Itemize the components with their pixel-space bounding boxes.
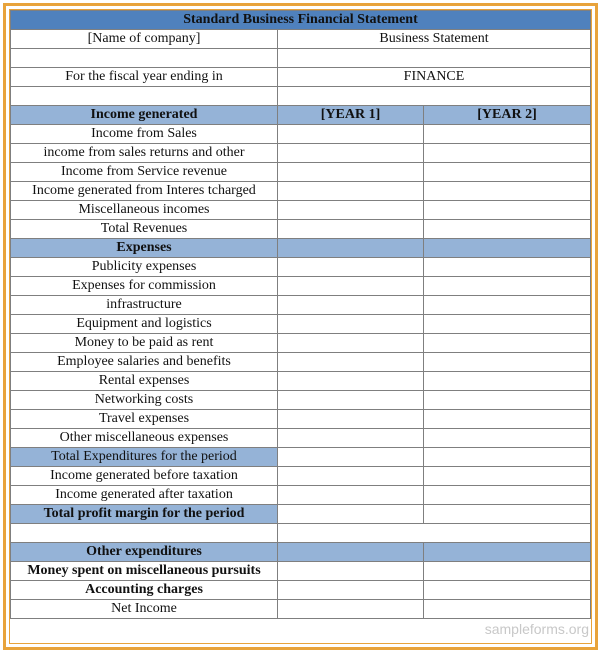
empty-cell[interactable]	[11, 87, 278, 106]
year2-value-cell[interactable]	[424, 201, 591, 220]
year2-value-cell[interactable]	[424, 467, 591, 486]
watermark: sampleforms.org	[484, 621, 589, 637]
header-blank-cell	[278, 239, 424, 258]
year2-header: [YEAR 2]	[424, 106, 591, 125]
income-generated-header: Income generated	[11, 106, 278, 125]
year1-header: [YEAR 1]	[278, 106, 424, 125]
other-expenditures-header: Other expenditures	[11, 543, 278, 562]
year2-value-cell[interactable]	[424, 315, 591, 334]
fiscal-year-label: For the fiscal year ending in	[11, 68, 278, 87]
year1-value-cell[interactable]	[278, 410, 424, 429]
year1-value-cell[interactable]	[278, 258, 424, 277]
year2-value-cell[interactable]	[424, 410, 591, 429]
expense-row-label: Travel expenses	[11, 410, 278, 429]
year1-value-cell[interactable]	[278, 201, 424, 220]
year2-value-cell[interactable]	[424, 220, 591, 239]
year2-value-cell[interactable]	[424, 600, 591, 619]
income-row-label: Miscellaneous incomes	[11, 201, 278, 220]
expense-row-label: Networking costs	[11, 391, 278, 410]
header-blank-cell	[278, 543, 424, 562]
year1-value-cell[interactable]	[278, 144, 424, 163]
empty-cell[interactable]	[11, 524, 278, 543]
year1-value-cell[interactable]	[278, 505, 424, 524]
expense-row-label: Money to be paid as rent	[11, 334, 278, 353]
year1-value-cell[interactable]	[278, 600, 424, 619]
year2-value-cell[interactable]	[424, 372, 591, 391]
year1-value-cell[interactable]	[278, 277, 424, 296]
year2-value-cell[interactable]	[424, 505, 591, 524]
profit-margin-label: Total profit margin for the period	[11, 505, 278, 524]
year2-value-cell[interactable]	[424, 448, 591, 467]
total-revenues-label: Total Revenues	[11, 220, 278, 239]
year1-value-cell[interactable]	[278, 562, 424, 581]
year1-value-cell[interactable]	[278, 163, 424, 182]
year2-value-cell[interactable]	[424, 258, 591, 277]
year2-value-cell[interactable]	[424, 334, 591, 353]
business-statement-cell: Business Statement	[278, 30, 591, 49]
expense-row-label: Expenses for commission	[11, 277, 278, 296]
before-tax-label: Income generated before taxation	[11, 467, 278, 486]
financial-statement-table	[10, 10, 591, 619]
year2-value-cell[interactable]	[424, 429, 591, 448]
income-row-label: Income from Sales	[11, 125, 278, 144]
total-expenditures-label: Total Expenditures for the period	[11, 448, 278, 467]
company-name-cell[interactable]: [Name of company]	[11, 30, 278, 49]
year2-value-cell[interactable]	[424, 391, 591, 410]
expense-row-label: Employee salaries and benefits	[11, 353, 278, 372]
header-blank-cell	[424, 239, 591, 258]
statement-title: Standard Business Financial Statement	[11, 11, 591, 30]
empty-cell[interactable]	[278, 49, 591, 68]
year1-value-cell[interactable]	[278, 486, 424, 505]
year2-value-cell[interactable]	[424, 144, 591, 163]
expenses-header: Expenses	[11, 239, 278, 258]
finance-cell: FINANCE	[278, 68, 591, 87]
empty-cell[interactable]	[11, 49, 278, 68]
net-income-label: Net Income	[11, 600, 278, 619]
expense-row-label: Rental expenses	[11, 372, 278, 391]
expense-row-label: Other miscellaneous expenses	[11, 429, 278, 448]
header-blank-cell	[424, 543, 591, 562]
expense-row-label: infrastructure	[11, 296, 278, 315]
year1-value-cell[interactable]	[278, 467, 424, 486]
year1-value-cell[interactable]	[278, 353, 424, 372]
income-row-label: Income from Service revenue	[11, 163, 278, 182]
year2-value-cell[interactable]	[424, 182, 591, 201]
year1-value-cell[interactable]	[278, 334, 424, 353]
year1-value-cell[interactable]	[278, 220, 424, 239]
year2-value-cell[interactable]	[424, 277, 591, 296]
year1-value-cell[interactable]	[278, 581, 424, 600]
year2-value-cell[interactable]	[424, 163, 591, 182]
expense-row-label: Publicity expenses	[11, 258, 278, 277]
year1-value-cell[interactable]	[278, 182, 424, 201]
year2-value-cell[interactable]	[424, 581, 591, 600]
year2-value-cell[interactable]	[424, 353, 591, 372]
year2-value-cell[interactable]	[424, 486, 591, 505]
expense-row-label: Equipment and logistics	[11, 315, 278, 334]
year1-value-cell[interactable]	[278, 296, 424, 315]
empty-cell[interactable]	[278, 524, 591, 543]
income-row-label: Income generated from Interes tcharged	[11, 182, 278, 201]
year1-value-cell[interactable]	[278, 315, 424, 334]
income-row-label: income from sales returns and other	[11, 144, 278, 163]
year1-value-cell[interactable]	[278, 448, 424, 467]
misc-pursuits-label: Money spent on miscellaneous pursuits	[11, 562, 278, 581]
year1-value-cell[interactable]	[278, 391, 424, 410]
empty-cell[interactable]	[278, 87, 591, 106]
year2-value-cell[interactable]	[424, 296, 591, 315]
year1-value-cell[interactable]	[278, 429, 424, 448]
after-tax-label: Income generated after taxation	[11, 486, 278, 505]
accounting-charges-label: Accounting charges	[11, 581, 278, 600]
year1-value-cell[interactable]	[278, 125, 424, 144]
year2-value-cell[interactable]	[424, 562, 591, 581]
year2-value-cell[interactable]	[424, 125, 591, 144]
year1-value-cell[interactable]	[278, 372, 424, 391]
